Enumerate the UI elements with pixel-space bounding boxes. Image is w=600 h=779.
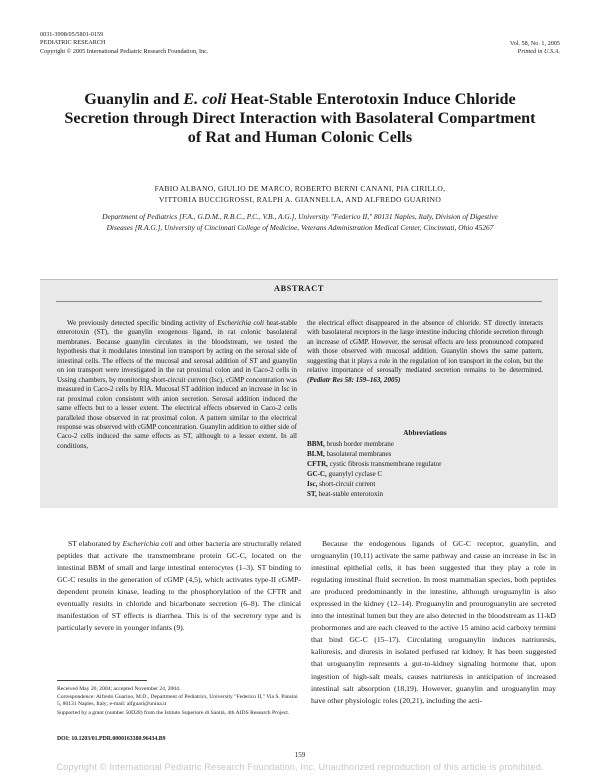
abstract-right-column — [307, 319, 543, 385]
abbreviation-item — [307, 460, 543, 470]
abstract-text-1: We previously detected specific binding activity of — [67, 319, 218, 327]
abstract-left-column — [57, 319, 297, 451]
footnote-support: Supported by a grant (number 50D28) from the Istituto Superiore di Sanità, 4th AIDS Research Project. — [57, 710, 290, 716]
body-text-2: and other bacteria are structurally related peptides that activate the transmembrane protein GC-C, located on the intestinal BBM of small and large intestinal enterocytes (1–3). ST binding to GC-C results in the generation of cGMP (4,5), which activates type-II cGMP-dependent protein kinase, leading to the phosphorylation of the CFTR and eventually results in chloride and bicarbonate secretion (6–8). The clinical manifestation of ST effects is diarrhea. This is of the secretory type and is particularly severe in younger infants (9). — [57, 539, 301, 633]
abbreviation-key: Isc, — [307, 479, 318, 488]
journal-header — [40, 31, 340, 56]
abbreviation-key: CFTR, — [307, 459, 328, 468]
abbreviations-heading: Abbreviations — [403, 429, 447, 437]
title-part-2: Heat-Stable Enterotoxin Induce Chloride Secretion through Direct Interaction with Basolateral Compartment of Rat and Human Colonic Cells — [64, 90, 536, 147]
journal-name: PEDIATRIC RESEARCH — [40, 39, 106, 47]
volume-info — [360, 40, 560, 57]
abbreviation-value: basolateral membranes — [324, 449, 392, 458]
abbreviation-key: ST, — [307, 489, 317, 498]
volume: Vol. 58, No. 1, 2005 — [509, 40, 560, 47]
abbreviation-item — [307, 480, 543, 490]
abbreviation-value: heat-stable enterotoxin — [316, 489, 383, 498]
body-right-column: Because the endogenous ligands of GC-C receptor, guanylin, and uroguanylin (10,11) activate the same pathway and cause an increase in Isc in intestinal epithelial cells, it has been suggested that they play a role in regulating intestinal fluid secretion. In most mammalian species, both peptides are produced predominantly in the intestine, although uroguanylin is also expressed in the kidney (12–14). Proguanylin and prouroguanylin are secreted into the intestinal lumen but they are also detected in the bloodstream as 11-kD prohormones and are each cleaved to the active 15 amino acid carboxy termini that bind GC-C (15–17). Circulating uroguanylin induces natriuresis, kaliuresis, and diuresis in isolated perfused rat kidney. It has been suggested that uroguanylin represents a gut-to-kidney signaling hormone that, upon ingestion of high-salt meals, causes natriuresis in anticipation of increased intestinal salt absorption (18,19). However, guanylin and uroguanylin may have other physiologic roles (20,21), including the acti- — [311, 539, 556, 705]
abstract-citation: (Pediatr Res 58: 159–163, 2005) — [307, 375, 401, 384]
abbreviations-list — [307, 440, 543, 499]
authors-line-2: VITTORIA BUCCIGROSSI, RALPH A. GIANNELLA, AND ALFREDO GUARINO — [158, 195, 442, 204]
body-italic: Escherichia coli — [122, 539, 173, 548]
copyright-footer: Copyright © International Pediatric Research Foundation, Inc. Unauthorized reproduction of this article is prohibited. — [56, 762, 544, 772]
affiliation: Department of Pediatrics [F.A., G.D.M., R.B.C., P.C., V.B., A.G.], University "Federico II," 80131 Naples, Italy, Division of Digestive Diseases [R.A.G.], University of Cincinnati College of Medicine, Veterans Administration Medical Center, Cincinnati, Ohio 45267 — [102, 212, 498, 233]
issn: 0031-3998/05/5801-0159 — [40, 31, 104, 38]
footnote-received: Received May 20, 2004; accepted November 24, 2004. — [57, 686, 181, 692]
printed-in: Printed in U.S.A. — [517, 48, 560, 56]
title-part-1: Guanylin and — [84, 90, 184, 108]
abbreviation-item — [307, 490, 543, 500]
abbreviation-key: GC-C, — [307, 469, 327, 478]
author-list — [80, 183, 520, 205]
abbreviation-value: brush border membrane — [324, 440, 394, 448]
body-text-1: ST elaborated by — [68, 539, 123, 548]
footnote-divider — [57, 680, 147, 681]
title-italic: E. coli — [183, 90, 227, 108]
doi-link[interactable]: DOI: 10.1203/01.PDR.0000163380.96434.B9 — [57, 736, 166, 742]
body-left-column — [57, 538, 301, 634]
abstract-text-2: heat-stable enterotoxin (ST), the guanylin exogenous ligand, in rat colonic basolateral membranes. Because guanylin circulates in the bloodstream, we tested the hypothesis that it modulates intestinal ion transport by acting on the serosal side of intestinal cells. The effects of the mucosal and serosal addition of ST and guanylin on ion transport were investigated in the rat proximal colon and in Caco-2 cells in Ussing chambers, by monitoring short-circuit current (Isc). cGMP concentration was measured in Caco-2 cells by RIA. Mucosal ST addition induced an increase in Isc in rat proximal colon consistent with anion secretion. Serosal addition induced the same effects but to a lesser extent. The electrical effects observed in Caco-2 cells paralleled those observed in rat proximal colon. A pattern similar to the electrical response was observed with cGMP concentration. Guanylin addition to either side of Caco-2 cells induced the same effects as ST, although to a lesser extent. In all conditions, — [57, 319, 297, 450]
authors-line-1: FABIO ALBANO, GIULIO DE MARCO, ROBERTO BERNI CANANI, PIA CIRILLO, — [154, 184, 446, 193]
abstract-italic: Escherichia coli — [217, 319, 264, 327]
article-title — [60, 90, 540, 148]
abbreviation-item — [307, 470, 543, 480]
abbreviation-value: short-circuit current — [317, 479, 376, 488]
abbreviation-value: guanylyl cyclase C — [326, 469, 383, 478]
abstract-heading: ABSTRACT — [274, 284, 324, 293]
abbreviation-item — [307, 440, 543, 450]
copyright-line: Copyright © 2005 International Pediatric Research Foundation, Inc. — [40, 47, 209, 55]
page-number: 159 — [294, 751, 306, 759]
abbreviation-item — [307, 450, 543, 460]
abbreviation-value: cystic fibrosis transmembrane regulator — [327, 459, 442, 468]
abbreviation-key: BBM, — [307, 440, 325, 448]
footnote-correspondence: Correspondence: Alfredo Guarino, M.D., Department of Pediatrics, University "Federico II," Via S. Pansini 5, 80131 Naples, Italy; e-mail: alfguari@unina.it — [57, 694, 298, 708]
abstract-divider — [56, 301, 542, 302]
abbreviation-key: BLM, — [307, 449, 325, 458]
abstract-text-3: the electrical effect disappeared in the absence of chloride. ST directly interacts with basolateral receptors in the large intestine inducing chloride secretion through an increase of cGMP. However, the serosal effects are less pronounced compared with those observed with mucosal addition. Guanylin shows the same pattern, suggesting that it plays a role in the regulation of ion transport in the colon, but the relative importance of serosally mediated secretion remains to be determined. — [307, 319, 543, 375]
